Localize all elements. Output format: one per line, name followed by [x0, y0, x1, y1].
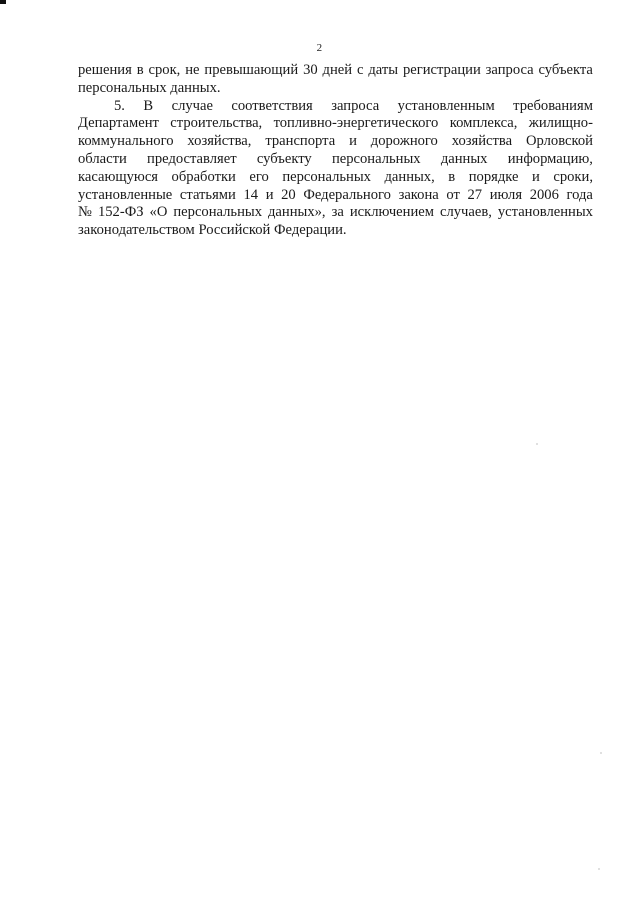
- scan-corner-mark: [0, 0, 6, 4]
- word: коммунального: [78, 133, 174, 150]
- word: и: [265, 186, 274, 203]
- word: июля: [489, 186, 523, 203]
- text-line: [78, 151, 593, 169]
- word: установленные: [78, 186, 173, 203]
- word: субъекту: [256, 150, 312, 167]
- word: Департамент: [78, 115, 159, 132]
- word: за: [331, 204, 344, 221]
- word: дорожного: [370, 133, 438, 150]
- scan-speck: [600, 752, 602, 754]
- word: установленным: [397, 97, 495, 114]
- text-line: [78, 62, 593, 80]
- word: данных,: [384, 168, 435, 185]
- word: 14: [243, 186, 259, 203]
- word: требованиям: [513, 97, 593, 114]
- word: 2006: [529, 186, 559, 203]
- word: запроса: [331, 97, 380, 114]
- word: Орловской: [525, 133, 593, 150]
- word: касающуюся: [78, 168, 159, 185]
- word: срок,: [148, 62, 181, 78]
- word: транспорта: [265, 133, 336, 150]
- word: случае: [171, 97, 213, 114]
- word: топливно-энергетического: [273, 115, 439, 132]
- scan-speck: [536, 443, 538, 445]
- word: соответствия: [231, 97, 313, 114]
- text-line: [78, 187, 593, 205]
- word: в: [136, 62, 144, 78]
- scan-speck: [598, 868, 600, 870]
- word: от: [446, 186, 460, 203]
- word: и: [349, 133, 357, 150]
- word: персональных: [282, 168, 371, 185]
- word: с: [356, 62, 364, 78]
- word: 5.: [114, 97, 125, 114]
- document-body: [78, 62, 593, 240]
- word: установленных: [497, 204, 593, 221]
- word: обработки: [171, 168, 236, 185]
- word: информацию,: [507, 150, 593, 167]
- word: 152-ФЗ: [97, 204, 144, 221]
- word: исключением: [349, 204, 434, 221]
- word: регистрации: [402, 62, 481, 78]
- word: не: [185, 62, 200, 78]
- word: порядке: [468, 168, 519, 185]
- word: данных: [440, 150, 488, 167]
- word: закона: [398, 186, 439, 203]
- text-line: законодательством Российской Федерации.: [78, 222, 347, 239]
- word: запроса: [485, 62, 534, 78]
- paragraph-2: [78, 98, 593, 240]
- word: Федерального: [303, 186, 391, 203]
- word: решения: [78, 62, 132, 78]
- text-line: [78, 98, 593, 116]
- text-line: [78, 169, 593, 187]
- word: персональных: [331, 150, 421, 167]
- word: субъекта: [538, 62, 593, 78]
- text-line: персональных данных.: [78, 79, 221, 96]
- text-line: [78, 133, 593, 151]
- word: сроки,: [553, 168, 593, 185]
- word: «О: [149, 204, 168, 221]
- word: 30: [303, 62, 318, 78]
- word: 20: [281, 186, 296, 203]
- text-line: [78, 115, 593, 133]
- word: даты: [368, 62, 399, 78]
- word: его: [249, 168, 269, 185]
- word: области: [78, 150, 127, 167]
- word: хозяйства,: [187, 133, 252, 150]
- word: предоставляет: [147, 150, 237, 167]
- word: 27: [467, 186, 483, 203]
- word: В: [143, 97, 154, 114]
- word: №: [78, 204, 92, 221]
- word: случаев,: [439, 204, 492, 221]
- word: строительства,: [170, 115, 263, 132]
- word: и: [532, 168, 540, 185]
- text-line: [78, 204, 593, 222]
- word: данных»,: [268, 204, 326, 221]
- word: года: [566, 186, 593, 203]
- word: хозяйства: [451, 133, 513, 150]
- word: персональных: [173, 204, 262, 221]
- paragraph-1: [78, 62, 593, 98]
- page-number: 2: [316, 42, 323, 54]
- word: жилищно-: [528, 115, 593, 132]
- word: дней: [322, 62, 353, 78]
- word: комплекса,: [449, 115, 518, 132]
- word: превышающий: [204, 62, 299, 78]
- word: в: [448, 168, 456, 185]
- word: статьями: [179, 186, 236, 203]
